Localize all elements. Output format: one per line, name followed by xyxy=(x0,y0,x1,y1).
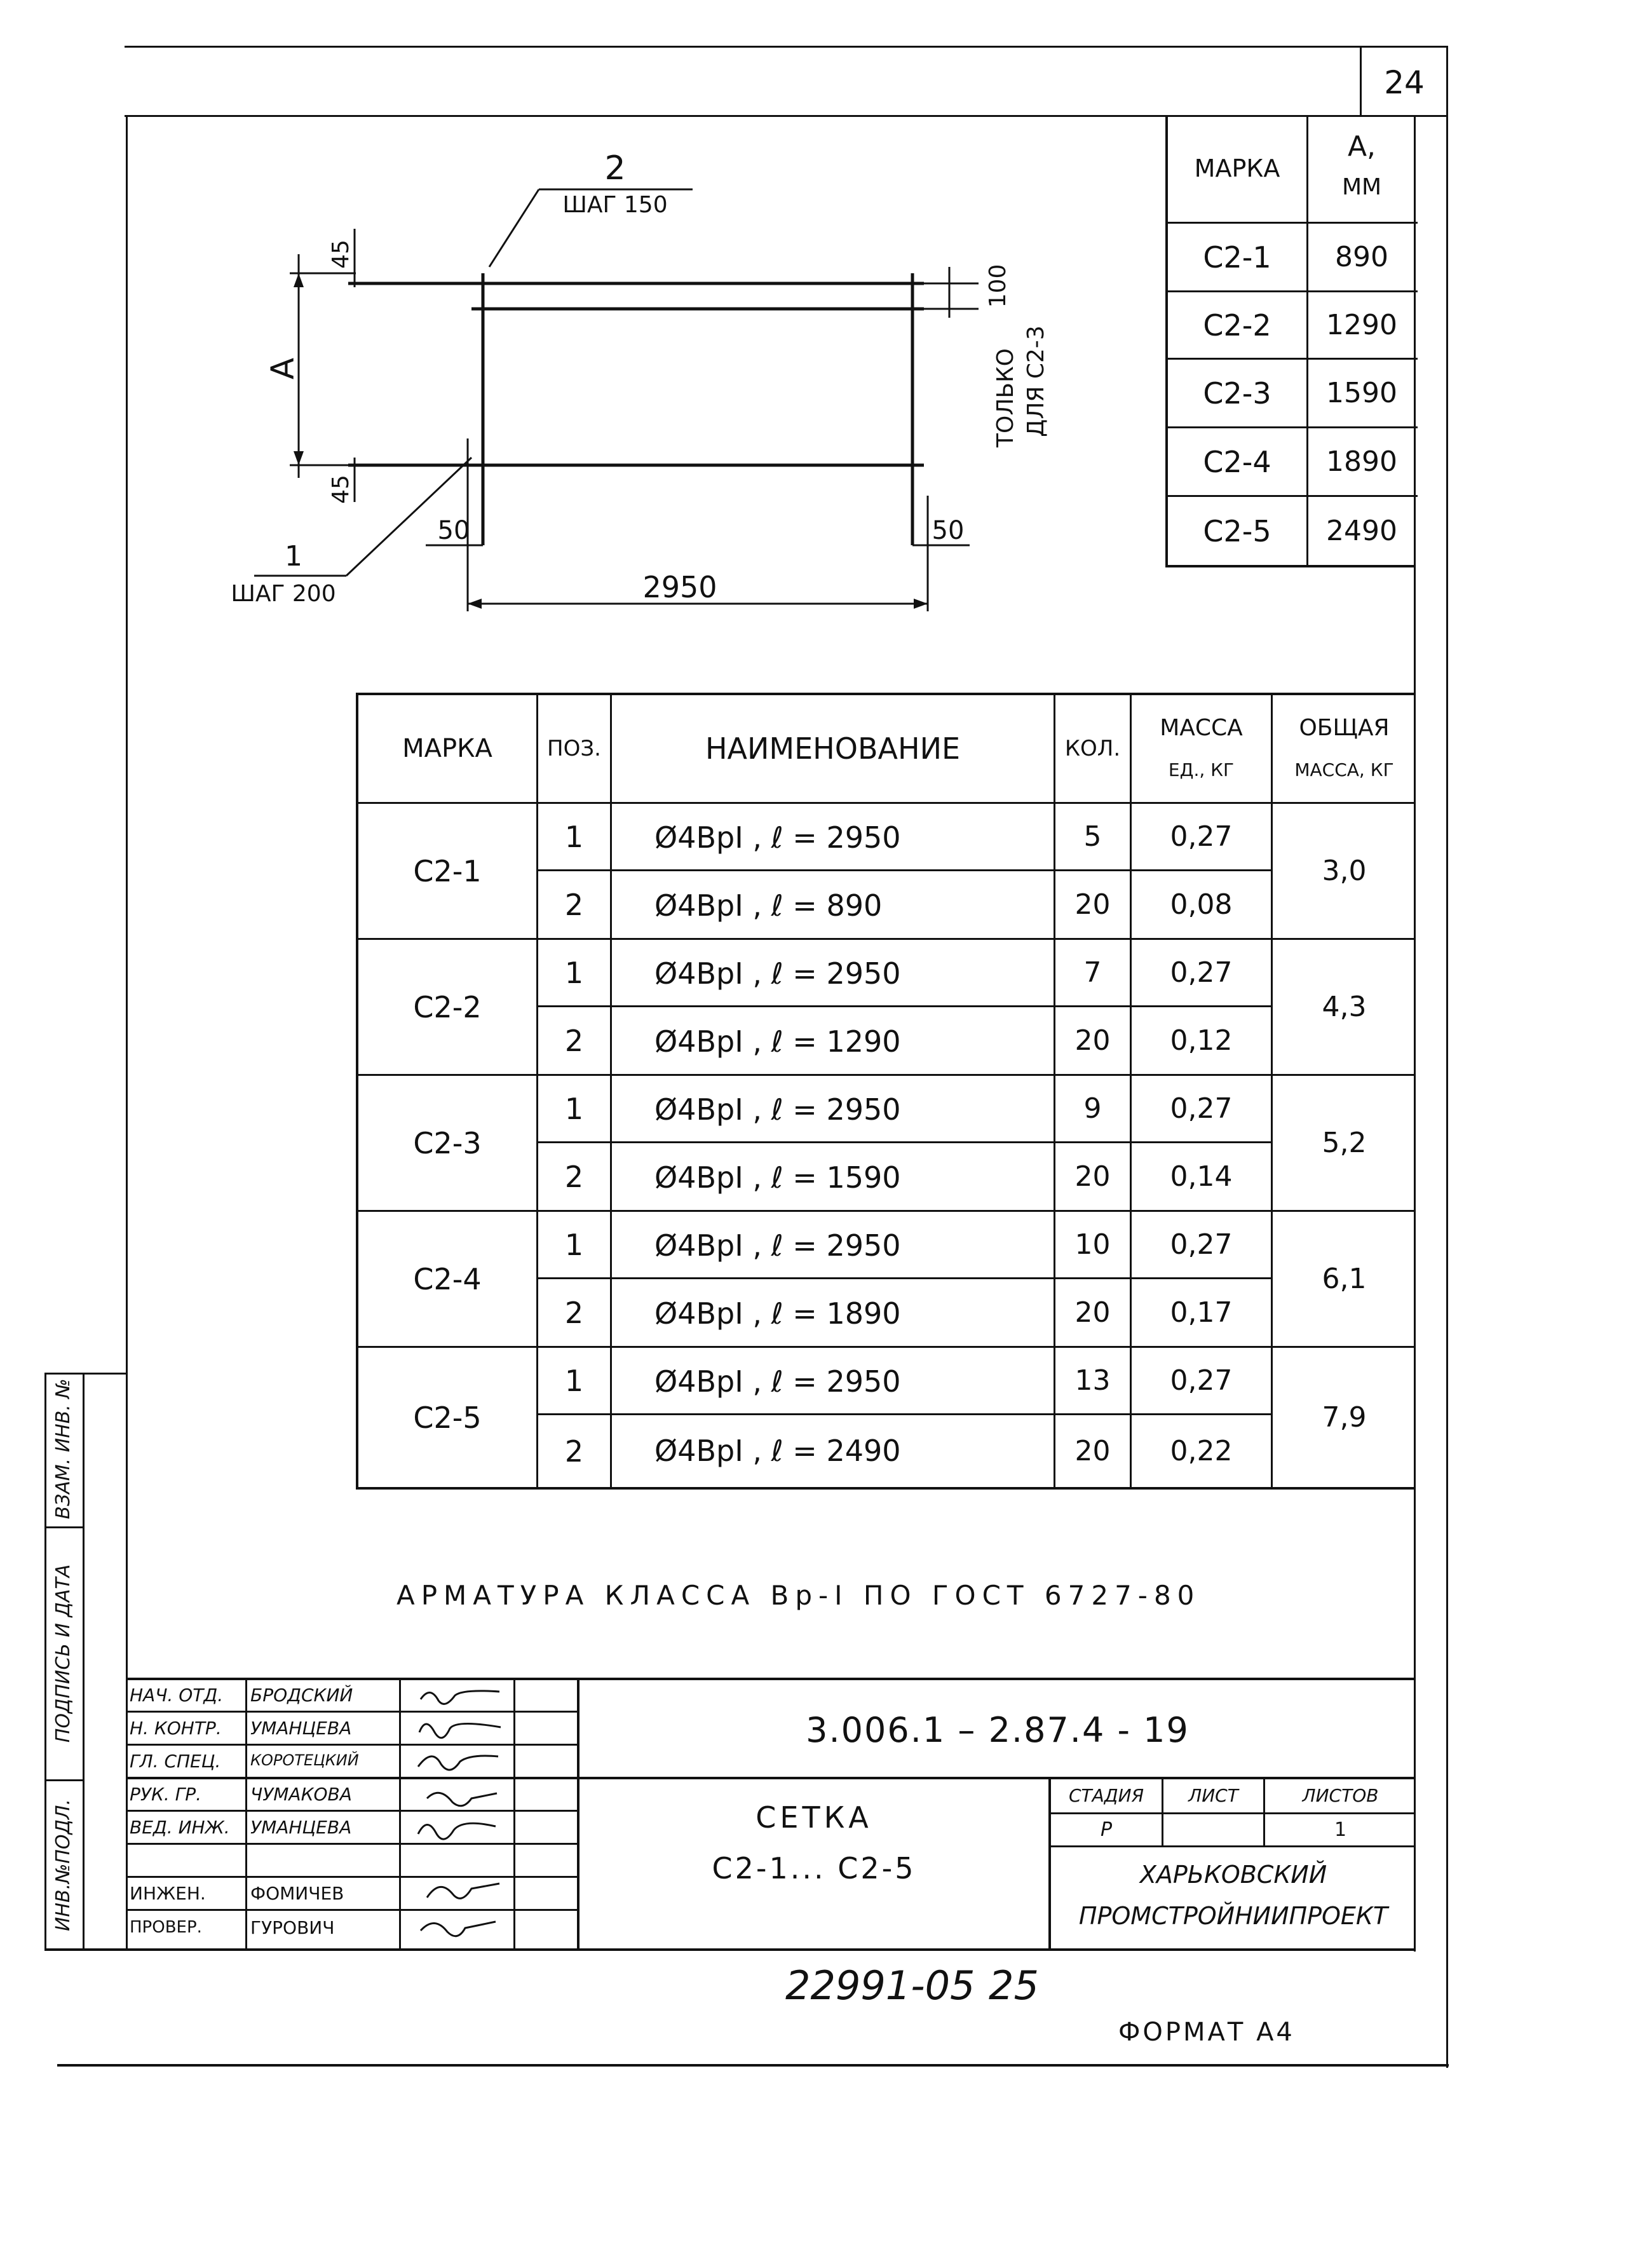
spec-header-qty: КОЛ. xyxy=(1064,736,1121,761)
spec-header-mass-unit-2: ЕД., КГ xyxy=(1168,759,1235,780)
archive-page: 25 xyxy=(989,1962,1039,2009)
spec-row-qty: 20 xyxy=(1074,1296,1111,1329)
marks-row-a: 890 xyxy=(1335,240,1388,273)
archive-number: 22991-05 xyxy=(785,1962,975,2009)
dim-right-50: 50 xyxy=(932,516,965,545)
spec-header-mass-unit-1: МАССА xyxy=(1160,715,1243,741)
spec-group-total: 4,3 xyxy=(1322,990,1367,1023)
spec-row-pos: 1 xyxy=(564,1227,584,1262)
spec-group-mark: С2-4 xyxy=(413,1261,482,1296)
spec-row-pos: 1 xyxy=(564,1091,584,1126)
reinforcement-note: АРМАТУРА КЛАССА Вр-I ПО ГОСТ 6727-80 xyxy=(396,1580,1201,1611)
label-step-150: ШАГ 150 xyxy=(562,192,668,218)
spec-row-name: Ø4ВрI , ℓ = 2950 xyxy=(654,1364,901,1399)
spec-group-total: 6,1 xyxy=(1322,1262,1367,1295)
spec-row-pos: 2 xyxy=(564,1159,584,1194)
spec-row-mass: 0,14 xyxy=(1170,1160,1233,1193)
spec-row-mass: 0,27 xyxy=(1170,1364,1233,1397)
spec-row-qty: 9 xyxy=(1083,1092,1102,1125)
sheets-label: ЛИСТОВ xyxy=(1302,1785,1379,1806)
spec-row-pos: 2 xyxy=(564,887,584,922)
spec-group-mark: С2-2 xyxy=(413,989,482,1024)
stage-value: Р xyxy=(1100,1818,1113,1841)
note-for-c2-3: ДЛЯ С2-3 xyxy=(1023,325,1049,437)
dim-a: A xyxy=(264,357,301,380)
format-label: ФОРМАТ А4 xyxy=(1118,2018,1295,2047)
spec-row-name: Ø4ВрI , ℓ = 2950 xyxy=(654,1228,901,1263)
spec-row-mass: 0,08 xyxy=(1170,888,1233,921)
doc-title-line1: СЕТКА xyxy=(756,1800,872,1835)
side-sign-date: ПОДПИСЬ И ДАТА xyxy=(52,1564,74,1743)
spec-row-mass: 0,27 xyxy=(1170,820,1233,853)
spec-row-name: Ø4ВрI , ℓ = 2950 xyxy=(654,820,901,855)
spec-row-pos: 1 xyxy=(564,955,584,990)
spec-row-pos: 2 xyxy=(564,1434,584,1469)
signer-name: ГУРОВИЧ xyxy=(250,1917,335,1938)
spec-row-name: Ø4ВрI , ℓ = 2490 xyxy=(654,1434,901,1468)
note-only: ТОЛЬКО xyxy=(993,348,1019,447)
signer-role: ИНЖЕН. xyxy=(130,1883,206,1904)
spec-row-mass: 0,27 xyxy=(1170,1092,1233,1125)
spec-row-mass: 0,12 xyxy=(1170,1024,1233,1057)
signer-role: НАЧ. ОТД. xyxy=(130,1685,224,1706)
spec-row-qty: 5 xyxy=(1083,820,1102,853)
marks-table xyxy=(1165,115,1415,567)
spec-header-name: НАИМЕНОВАНИЕ xyxy=(705,731,961,766)
spec-row-name: Ø4ВрI , ℓ = 2950 xyxy=(654,1092,901,1127)
spec-row-pos: 2 xyxy=(564,1023,584,1058)
marks-row-mark: С2-3 xyxy=(1203,376,1271,411)
spec-row-qty: 20 xyxy=(1074,1434,1111,1467)
signatures xyxy=(402,1678,513,1951)
spec-header-mark: МАРКА xyxy=(402,734,492,763)
dim-100: 100 xyxy=(985,264,1011,308)
spec-row-qty: 20 xyxy=(1074,1160,1111,1193)
spec-header-mass-total-2: МАССА, КГ xyxy=(1294,759,1394,780)
spec-row-name: Ø4ВрI , ℓ = 1290 xyxy=(654,1024,901,1059)
spec-group-mark: С2-3 xyxy=(413,1125,482,1160)
label-step-200: ШАГ 200 xyxy=(231,581,336,607)
marks-header-a1: А, xyxy=(1347,130,1376,163)
spec-group-total: 5,2 xyxy=(1322,1126,1367,1159)
spec-row-pos: 1 xyxy=(564,1363,584,1398)
spec-group-total: 3,0 xyxy=(1322,854,1367,887)
spec-row-mass: 0,27 xyxy=(1170,956,1233,989)
spec-row-pos: 2 xyxy=(564,1295,584,1330)
spec-row-mass: 0,22 xyxy=(1170,1434,1233,1467)
signer-role: ГЛ. СПЕЦ. xyxy=(130,1751,221,1772)
spec-row-qty: 10 xyxy=(1074,1228,1111,1261)
spec-row-name: Ø4ВрI , ℓ = 890 xyxy=(654,888,883,923)
spec-group-mark: С2-1 xyxy=(413,853,482,888)
marks-header-mark: МАРКА xyxy=(1194,154,1280,182)
doc-code: 3.006.1 – 2.87.4 - 19 xyxy=(806,1710,1190,1750)
signer-name: КОРОТЕЦКИЙ xyxy=(250,1751,359,1769)
sheet-value xyxy=(1163,1814,1263,1845)
marks-row-a: 1290 xyxy=(1326,308,1397,341)
marks-row-mark: С2-4 xyxy=(1203,444,1271,479)
spec-row-qty: 20 xyxy=(1074,1024,1111,1057)
spec-row-name: Ø4ВрI , ℓ = 1890 xyxy=(654,1296,901,1331)
spec-row-pos: 1 xyxy=(564,819,584,854)
marks-row-a: 1890 xyxy=(1326,445,1397,478)
signer-role: РУК. ГР. xyxy=(130,1784,202,1805)
signer-role: ПРОВЕР. xyxy=(130,1918,202,1937)
organization-line2: ПРОМСТРОЙНИИПРОЕКТ xyxy=(1078,1902,1388,1930)
sheets-value: 1 xyxy=(1334,1818,1347,1841)
spec-row-qty: 7 xyxy=(1083,956,1102,989)
spec-row-name: Ø4ВрI , ℓ = 1590 xyxy=(654,1160,901,1195)
spec-row-qty: 13 xyxy=(1074,1364,1111,1397)
signer-name: УМАНЦЕВА xyxy=(250,1718,352,1739)
spec-header-pos: ПОЗ. xyxy=(547,736,601,761)
side-vzam-inv: ВЗАМ. ИНВ. № xyxy=(52,1378,74,1519)
stage-label: СТАДИЯ xyxy=(1068,1785,1144,1806)
marks-row-a: 2490 xyxy=(1326,514,1397,547)
dim-bottom-45: 45 xyxy=(328,475,354,504)
dim-2950: 2950 xyxy=(642,570,717,604)
spec-row-mass: 0,17 xyxy=(1170,1296,1233,1329)
spec-row-name: Ø4ВрI , ℓ = 2950 xyxy=(654,956,901,991)
sheet-label: ЛИСТ xyxy=(1188,1785,1238,1806)
signer-name: ФОМИЧЕВ xyxy=(250,1883,344,1904)
spec-row-qty: 20 xyxy=(1074,888,1111,921)
title-block xyxy=(126,1678,1416,1951)
label-pos-1: 1 xyxy=(285,540,302,573)
dim-left-50: 50 xyxy=(437,516,470,545)
label-pos-2: 2 xyxy=(604,149,626,187)
signer-name: ЧУМАКОВА xyxy=(250,1784,352,1805)
doc-title-line2: С2-1... С2-5 xyxy=(712,1851,916,1885)
side-strip xyxy=(44,1373,127,1951)
marks-row-mark: С2-1 xyxy=(1203,240,1271,275)
marks-header-a2: ММ xyxy=(1341,174,1382,200)
signer-role: Н. КОНТР. xyxy=(130,1718,222,1739)
dim-top-45: 45 xyxy=(328,240,354,269)
marks-row-a: 1590 xyxy=(1326,376,1397,409)
spec-row-mass: 0,27 xyxy=(1170,1228,1233,1261)
side-inv-podl: ИНВ.№ПОДЛ. xyxy=(52,1798,74,1932)
spec-group-mark: С2-5 xyxy=(413,1400,482,1435)
organization-line1: ХАРЬКОВСКИЙ xyxy=(1139,1861,1327,1889)
signer-role: ВЕД. ИНЖ. xyxy=(130,1817,230,1838)
marks-row-mark: С2-2 xyxy=(1203,308,1271,343)
signer-name: БРОДСКИЙ xyxy=(250,1685,353,1706)
spec-header-mass-total-1: ОБЩАЯ xyxy=(1299,715,1390,741)
page-number: 24 xyxy=(1384,64,1425,101)
spec-table xyxy=(356,693,1416,1490)
marks-row-mark: С2-5 xyxy=(1203,513,1271,548)
spec-group-total: 7,9 xyxy=(1322,1401,1367,1434)
signer-name: УМАНЦЕВА xyxy=(250,1817,352,1838)
